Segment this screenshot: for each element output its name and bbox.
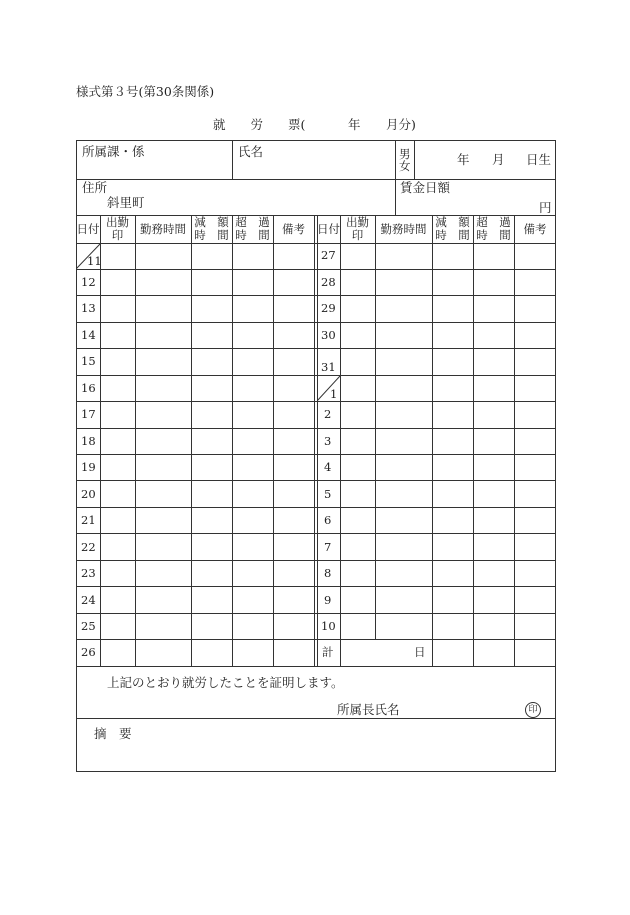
day-number: 9 [324,593,332,607]
wage-label: 賃金日額 [400,180,451,195]
day-number: 10 [321,619,336,633]
col-notes-left: 備考 [282,222,305,236]
right-deduct-col [473,215,474,666]
row-line [76,401,556,402]
col-deduct-left-top: 減 額 [194,215,229,229]
day-number: 24 [81,593,96,607]
header-divider [76,179,556,180]
col-notes-right: 備考 [523,222,547,236]
day-number: 25 [81,619,96,633]
birth-month-label: 月 [492,152,505,167]
day-number: 16 [81,381,96,395]
left-stamp-col [135,215,136,666]
row-line [76,639,556,640]
row-line [76,322,556,323]
col-stamp-right-bottom: 印 [351,228,364,242]
form-heading: 就 労 票( [213,117,306,132]
day-number: 29 [321,301,336,315]
day-number: 11 [87,254,102,268]
day-number: 23 [81,566,96,580]
day-number: 12 [81,275,96,289]
row-line [76,454,556,455]
col-date-left: 日付 [76,222,100,236]
col-deduct-right-bottom: 時 間 [435,228,470,242]
month-start-slash [317,375,341,402]
wage-unit: 円 [539,200,552,215]
manager-name-label: 所属長氏名 [337,702,400,717]
day-number: 1 [330,387,338,401]
col-stamp-left-top: 出勤 [106,215,129,229]
row-line [76,348,556,349]
sex-female: 女 [399,159,411,173]
day-number: 18 [81,434,96,448]
col-over-left-top: 超 過 [235,215,270,229]
seal-mark: 印 [525,702,541,718]
total-day-unit: 日 [414,645,426,659]
day-number: 21 [81,513,96,527]
day-number: 20 [81,487,96,501]
day-number: 14 [81,328,96,342]
left-date-col [100,215,101,666]
row-line [76,269,556,270]
day-number: 27 [321,248,336,262]
day-number: 13 [81,301,96,315]
day-number: 4 [324,460,332,474]
column-header-line [76,243,556,244]
day-number: 7 [324,540,332,554]
day-number: 2 [324,407,332,421]
name-divider [232,140,233,179]
row-line [76,586,556,587]
form-number: 様式第３号(第30条関係) [76,84,215,99]
summary-label: 摘 要 [94,726,132,741]
row-line [76,560,556,561]
day-number: 15 [81,354,96,368]
col-over-right-bottom: 時 間 [476,228,511,242]
col-stamp-right-top: 出勤 [346,215,369,229]
split-line-b [317,215,318,666]
birth-day-label: 日生 [526,152,552,167]
col-deduct-left-bottom: 時 間 [194,228,229,242]
col-stamp-left-bottom: 印 [111,228,124,242]
row-line [76,375,556,376]
day-number: 31 [321,360,336,374]
certification-bottom-line [76,718,556,719]
split-line-a [314,215,315,666]
name-label: 氏名 [238,144,264,159]
day-number: 8 [324,566,332,580]
left-deduct-col [232,215,233,666]
birth-divider [414,140,415,179]
day-number: 30 [321,328,336,342]
sex-divider [395,140,396,215]
row-line [76,613,556,614]
row-line [76,428,556,429]
right-hours-col [432,215,433,666]
right-stamp-col [375,215,376,639]
day-number: 3 [324,434,332,448]
col-date-right: 日付 [317,222,340,236]
heading-month-label: 月分) [386,117,416,132]
right-over-col [514,215,515,666]
day-number: 26 [81,645,96,659]
col-hours-right: 勤務時間 [380,222,427,236]
birth-year-label: 年 [457,152,470,167]
address-label: 住所 [82,180,108,195]
heading-year-label: 年 [348,117,361,132]
left-over-col [273,215,274,666]
day-number: 6 [324,513,332,527]
left-hours-col [191,215,192,666]
day-number: 22 [81,540,96,554]
row-line [76,480,556,481]
address-value: 斜里町 [107,195,145,210]
col-deduct-right-top: 減 額 [435,215,470,229]
day-number: 5 [324,487,332,501]
total-label: 計 [322,645,334,659]
day-number: 28 [321,275,336,289]
department-label: 所属課・係 [82,144,145,159]
certification-text: 上記のとおり就労したことを証明します。 [107,675,344,690]
row-line [76,295,556,296]
col-hours-left: 勤務時間 [140,222,186,236]
right-date-col [340,215,341,666]
day-number: 17 [81,407,96,421]
row-line [76,507,556,508]
row-line [76,533,556,534]
sex-male: 男 [399,147,411,161]
day-number: 19 [81,460,96,474]
col-over-right-top: 超 過 [476,215,511,229]
table-bottom-line [76,666,556,667]
col-over-left-bottom: 時 間 [235,228,270,242]
